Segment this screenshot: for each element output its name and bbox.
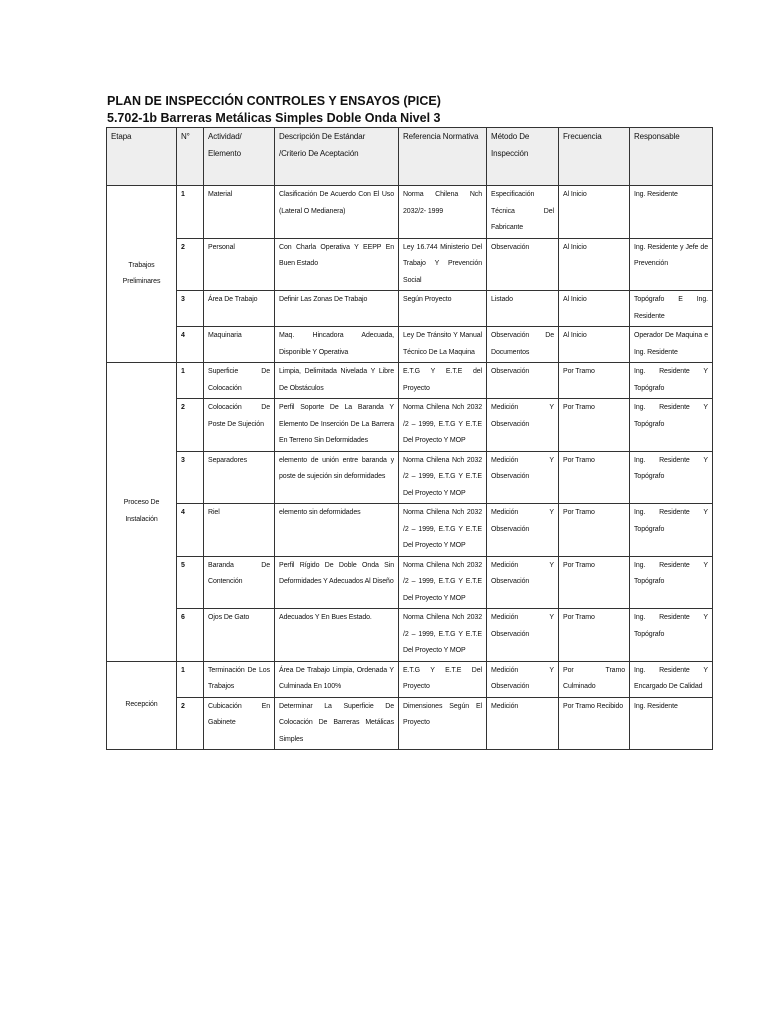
num-cell: 6 xyxy=(177,609,204,662)
descripcion-cell: Definir Las Zonas De Trabajo xyxy=(275,291,399,327)
actividad-cell: Baranda De Contención xyxy=(204,556,275,609)
table-row xyxy=(107,327,713,363)
table-row xyxy=(107,291,713,327)
actividad-cell: Personal xyxy=(204,238,275,291)
actividad-cell: Cubicación En Gabinete xyxy=(204,697,275,750)
frecuencia-cell: Por Tramo xyxy=(559,556,630,609)
referencia-cell: Norma Chilena Nch 2032 /2 – 1999, E.T.G Y E.T.E Del Proyecto Y MOP xyxy=(399,399,487,452)
table-row xyxy=(107,661,713,697)
descripcion-cell: Área De Trabajo Limpia, Ordenada Y Culminada En 100% xyxy=(275,661,399,697)
referencia-cell: Norma Chilena Nch 2032 /2 – 1999, E.T.G Y E.T.E Del Proyecto Y MOP xyxy=(399,451,487,504)
descripcion-cell: Perfil Soporte De La Baranda Y Elemento De Inserción De La Barrera En Terreno Sin Deformidades xyxy=(275,399,399,452)
responsable-cell: Operador De Maquina e Ing. Residente xyxy=(630,327,713,363)
descripcion-cell: Perfil Rígido De Doble Onda Sin Deformidades Y Adecuados Al Diseño xyxy=(275,556,399,609)
actividad-cell: Colocación De Poste De Sujeción xyxy=(204,399,275,452)
frecuencia-cell: Por Tramo xyxy=(559,504,630,557)
num-cell: 1 xyxy=(177,661,204,697)
frecuencia-cell: Al Inicio xyxy=(559,238,630,291)
metodo-cell: Listado xyxy=(487,291,559,327)
metodo-cell: Observación xyxy=(487,238,559,291)
descripcion-cell: Maq. Hincadora Adecuada, Disponible Y Operativa xyxy=(275,327,399,363)
referencia-cell: E.T.G Y E.T.E del Proyecto xyxy=(399,363,487,399)
referencia-cell: Dimensiones Según El Proyecto xyxy=(399,697,487,750)
table-row xyxy=(107,186,713,239)
actividad-cell: Superficie De Colocación xyxy=(204,363,275,399)
descripcion-cell: Adecuados Y En Bues Estado. xyxy=(275,609,399,662)
responsable-cell: Ing. Residente Y Topógrafo xyxy=(630,504,713,557)
num-cell: 4 xyxy=(177,504,204,557)
metodo-cell: Medición Y Observación xyxy=(487,661,559,697)
header-metodo: Método De Inspección xyxy=(487,128,559,186)
responsable-cell: Ing. Residente Y Topógrafo xyxy=(630,363,713,399)
num-cell: 1 xyxy=(177,186,204,239)
num-cell: 1 xyxy=(177,363,204,399)
actividad-cell: Ojos De Gato xyxy=(204,609,275,662)
inspection-plan-table xyxy=(106,127,713,750)
metodo-cell: Medición xyxy=(487,697,559,750)
document-title: PLAN DE INSPECCIÓN CONTROLES Y ENSAYOS (PICE) xyxy=(107,94,441,108)
etapa-cell: Proceso De Instalación xyxy=(107,363,177,662)
responsable-cell: Topógrafo E Ing. Residente xyxy=(630,291,713,327)
referencia-cell: Ley De Tránsito Y Manual Técnico De La Maquina xyxy=(399,327,487,363)
metodo-cell: Observación De Documentos xyxy=(487,327,559,363)
referencia-cell: Norma Chilena Nch 2032 /2 – 1999, E.T.G Y E.T.E Del Proyecto Y MOP xyxy=(399,504,487,557)
table-row xyxy=(107,697,713,750)
num-cell: 4 xyxy=(177,327,204,363)
descripcion-cell: Clasificación De Acuerdo Con El Uso (Lateral O Medianera) xyxy=(275,186,399,239)
responsable-cell: Ing. Residente xyxy=(630,186,713,239)
num-cell: 2 xyxy=(177,399,204,452)
responsable-cell: Ing. Residente Y Topógrafo xyxy=(630,399,713,452)
etapa-cell: Recepción xyxy=(107,661,177,750)
actividad-cell: Separadores xyxy=(204,451,275,504)
frecuencia-cell: Al Inicio xyxy=(559,327,630,363)
table-header-row xyxy=(107,128,713,186)
descripcion-cell: elemento sin deformidades xyxy=(275,504,399,557)
referencia-cell: Norma Chilena Nch 2032 /2 – 1999, E.T.G Y E.T.E Del Proyecto Y MOP xyxy=(399,556,487,609)
frecuencia-cell: Por Tramo Recibido xyxy=(559,697,630,750)
responsable-cell: Ing. Residente Y Topógrafo xyxy=(630,451,713,504)
metodo-cell: Observación xyxy=(487,363,559,399)
responsable-cell: Ing. Residente Y Topógrafo xyxy=(630,609,713,662)
referencia-cell: Según Proyecto xyxy=(399,291,487,327)
table-row xyxy=(107,451,713,504)
descripcion-cell: elemento de unión entre baranda y poste de sujeción sin deformidades xyxy=(275,451,399,504)
metodo-cell: Medición Y Observación xyxy=(487,399,559,452)
responsable-cell: Ing. Residente Y Encargado De Calidad xyxy=(630,661,713,697)
responsable-cell: Ing. Residente xyxy=(630,697,713,750)
actividad-cell: Material xyxy=(204,186,275,239)
actividad-cell: Riel xyxy=(204,504,275,557)
header-referencia: Referencia Normativa xyxy=(399,128,487,186)
actividad-cell: Terminación De Los Trabajos xyxy=(204,661,275,697)
header-descripcion: Descripción De Estándar /Criterio De Aceptación xyxy=(275,128,399,186)
frecuencia-cell: Por Tramo Culminado xyxy=(559,661,630,697)
descripcion-cell: Limpia, Delimitada Nivelada Y Libre De Obstáculos xyxy=(275,363,399,399)
table-row xyxy=(107,504,713,557)
table-row xyxy=(107,363,713,399)
header-responsable: Responsable xyxy=(630,128,713,186)
num-cell: 5 xyxy=(177,556,204,609)
referencia-cell: Ley 16.744 Ministerio Del Trabajo Y Prevención Social xyxy=(399,238,487,291)
frecuencia-cell: Por Tramo xyxy=(559,451,630,504)
actividad-cell: Área De Trabajo xyxy=(204,291,275,327)
header-actividad: Actividad/ Elemento xyxy=(204,128,275,186)
metodo-cell: Medición Y Observación xyxy=(487,556,559,609)
referencia-cell: E.T.G Y E.T.E Del Proyecto xyxy=(399,661,487,697)
responsable-cell: Ing. Residente Y Topógrafo xyxy=(630,556,713,609)
table-row xyxy=(107,609,713,662)
descripcion-cell: Determinar La Superficie De Colocación De Barreras Metálicas Simples xyxy=(275,697,399,750)
descripcion-cell: Con Charla Operativa Y EEPP En Buen Estado xyxy=(275,238,399,291)
header-frecuencia: Frecuencia xyxy=(559,128,630,186)
metodo-cell: Especificación Técnica Del Fabricante xyxy=(487,186,559,239)
num-cell: 3 xyxy=(177,451,204,504)
frecuencia-cell: Por Tramo xyxy=(559,399,630,452)
table-row xyxy=(107,399,713,452)
metodo-cell: Medición Y Observación xyxy=(487,504,559,557)
frecuencia-cell: Por Tramo xyxy=(559,363,630,399)
referencia-cell: Norma Chilena Nch 2032/2- 1999 xyxy=(399,186,487,239)
document-subtitle: 5.702-1b Barreras Metálicas Simples Doble Onda Nivel 3 xyxy=(107,111,441,125)
actividad-cell: Maquinaria xyxy=(204,327,275,363)
header-etapa: Etapa xyxy=(107,128,177,186)
frecuencia-cell: Por Tramo xyxy=(559,609,630,662)
metodo-cell: Medición Y Observación xyxy=(487,451,559,504)
frecuencia-cell: Al Inicio xyxy=(559,186,630,239)
metodo-cell: Medición Y Observación xyxy=(487,609,559,662)
num-cell: 2 xyxy=(177,238,204,291)
num-cell: 3 xyxy=(177,291,204,327)
referencia-cell: Norma Chilena Nch 2032 /2 – 1999, E.T.G Y E.T.E Del Proyecto Y MOP xyxy=(399,609,487,662)
table-row xyxy=(107,238,713,291)
frecuencia-cell: Al Inicio xyxy=(559,291,630,327)
header-num: N° xyxy=(177,128,204,186)
num-cell: 2 xyxy=(177,697,204,750)
table-row xyxy=(107,556,713,609)
responsable-cell: Ing. Residente y Jefe de Prevención xyxy=(630,238,713,291)
etapa-cell: Trabajos Preliminares xyxy=(107,186,177,363)
